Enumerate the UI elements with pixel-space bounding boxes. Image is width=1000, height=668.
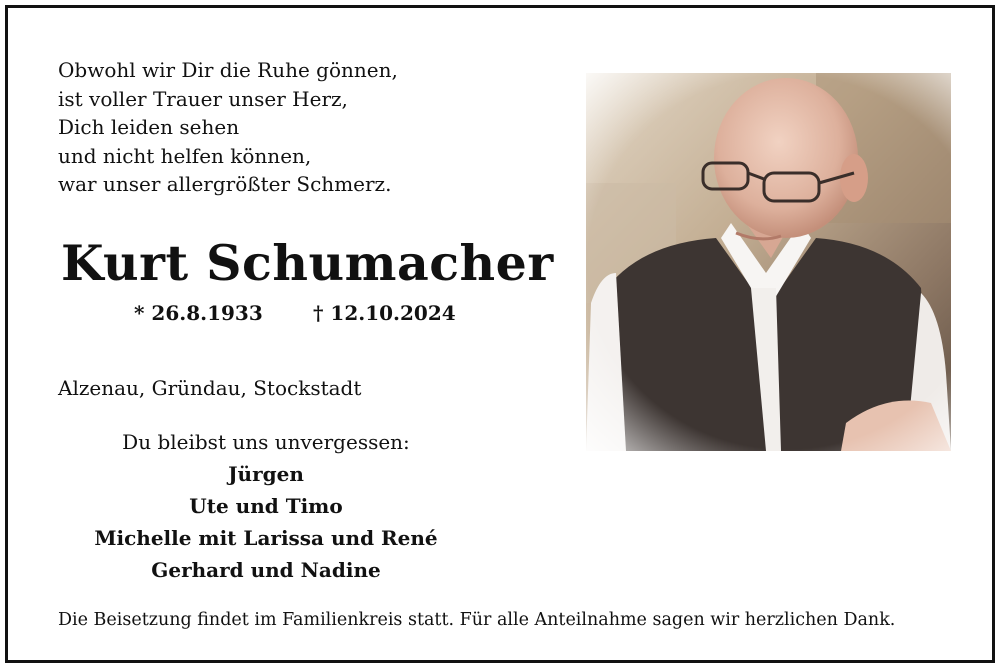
deceased-name: Kurt Schumacher	[61, 234, 554, 292]
mourner-name: Jürgen	[228, 462, 304, 486]
death-date: † 12.10.2024	[313, 301, 456, 325]
mourner-name: Ute und Timo	[189, 494, 343, 518]
poem	[58, 56, 398, 199]
poem-line: Dich leiden sehen	[58, 115, 240, 139]
places: Alzenau, Gründau, Stockstadt	[58, 376, 362, 400]
mourner-name: Michelle mit Larissa und René	[94, 526, 438, 550]
obituary-notice	[5, 5, 995, 663]
portrait-photo	[586, 73, 951, 451]
poem-line: Obwohl wir Dir die Ruhe gönnen,	[58, 58, 398, 82]
birth-date: * 26.8.1933	[134, 301, 263, 325]
poem-line: und nicht helfen können,	[58, 143, 312, 168]
footer-note: Die Beisetzung findet im Familienkreis statt. Für alle Anteilnahme sagen wir herzlichen Dank.	[58, 610, 896, 630]
mourners-intro: Du bleibst uns unvergessen:	[122, 430, 410, 454]
poem-line: ist voller Trauer unser Herz,	[58, 86, 348, 111]
mourners	[56, 426, 476, 586]
poem-line: war unser allergrößter Schmerz.	[58, 172, 392, 196]
mourner-name: Gerhard und Nadine	[151, 558, 381, 582]
